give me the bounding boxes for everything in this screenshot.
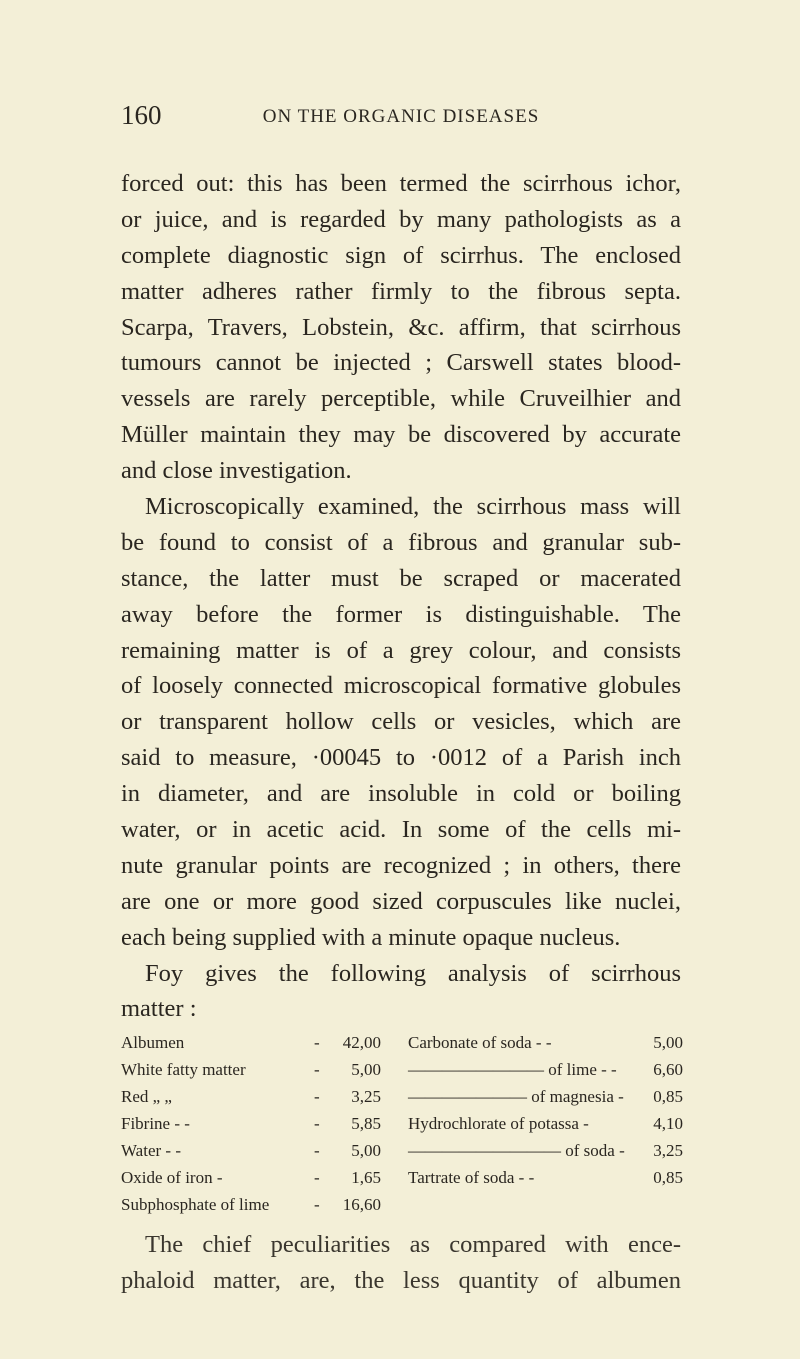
ingredient-name: Water - - [121, 1141, 181, 1160]
dash-leader: - [314, 1168, 320, 1187]
ingredient-name: Albumen [121, 1033, 185, 1052]
ingredient-name: Carbonate of soda - - [408, 1033, 552, 1052]
text-line: or juice, and is regarded by many pathologists as a [121, 205, 681, 233]
text-line: Müller maintain they may be discovered by accurate [121, 421, 681, 449]
ingredient-value: 5,00 [351, 1141, 381, 1160]
analysis-table [121, 1029, 683, 1218]
text-line: in diameter, and are insoluble in cold or boiling [121, 780, 681, 808]
ingredient-name: Subphosphate of lime [121, 1195, 270, 1214]
ingredient-name: ————————— of soda - [408, 1141, 625, 1160]
text-line: be found to consist of a fibrous and granular sub- [121, 528, 681, 556]
ingredient-value: 5,85 [351, 1114, 381, 1133]
ingredient-value: 5,00 [653, 1033, 683, 1052]
ingredient-value: 1,65 [351, 1168, 381, 1187]
text-line: matter adheres rather firmly to the fibrous septa. [121, 277, 681, 305]
ingredient-value: 5,00 [351, 1060, 381, 1079]
text-line: matter : [121, 995, 197, 1023]
table-row [121, 1137, 683, 1164]
ingredient-name: Hydrochlorate of potassa - [408, 1114, 589, 1133]
running-title: ON THE ORGANIC DISEASES [262, 106, 540, 127]
dash-leader: - [314, 1033, 320, 1052]
ingredient-name: Fibrine - - [121, 1114, 190, 1133]
ingredient-name: Red „ „ [121, 1087, 172, 1106]
text-line: stance, the latter must be scraped or macerated [121, 564, 681, 592]
text-line: tumours cannot be injected ; Carswell states blood- [121, 349, 681, 377]
text-line: water, or in acetic acid. In some of the cells mi- [121, 816, 681, 844]
dash-leader: - [314, 1114, 320, 1133]
continuation-text [121, 1227, 681, 1299]
body-text [121, 166, 681, 1027]
ingredient-name: ———————— of lime - - [408, 1060, 617, 1079]
text-line: vessels are rarely perceptible, while Cruveilhier and [121, 385, 681, 413]
ingredient-value: 16,60 [342, 1195, 381, 1214]
page-number: 160 [121, 100, 162, 130]
ingredient-name: Tartrate of soda - - [408, 1168, 535, 1187]
text-line: and close investigation. [121, 457, 352, 485]
text-line: remaining matter is of a grey colour, and consists [121, 636, 681, 664]
ingredient-name: White fatty matter [121, 1060, 246, 1079]
ingredient-value: 0,85 [653, 1168, 683, 1187]
table-row [121, 1191, 683, 1218]
table-row [121, 1083, 683, 1110]
text-line: each being supplied with a minute opaque nucleus. [121, 923, 621, 951]
text-line: Scarpa, Travers, Lobstein, &c. affirm, that scirrhous [121, 313, 681, 341]
ingredient-value: 0,85 [653, 1087, 683, 1106]
text-line: nute granular points are recognized ; in others, there [121, 851, 681, 879]
dash-leader: - [314, 1141, 320, 1160]
table-row [121, 1029, 683, 1056]
text-line: complete diagnostic sign of scirrhus. The enclosed [121, 241, 681, 269]
ingredient-value: 3,25 [653, 1141, 683, 1160]
text-line: forced out: this has been termed the scirrhous ichor, [121, 170, 681, 197]
dash-leader: - [314, 1087, 320, 1106]
table-row [121, 1056, 683, 1083]
ingredient-value: 4,10 [653, 1114, 683, 1133]
text-line: The chief peculiarities as compared with ence- [145, 1231, 681, 1258]
ingredient-name: Oxide of iron - [121, 1168, 223, 1187]
table-row [121, 1110, 683, 1137]
ingredient-name: ——————— of magnesia - [408, 1087, 624, 1106]
text-line: or transparent hollow cells or vesicles, which are [121, 708, 681, 736]
table-row [121, 1164, 683, 1191]
text-line: away before the former is distinguishable. The [121, 600, 681, 628]
text-line: phaloid matter, are, the less quantity of albumen [121, 1266, 681, 1294]
text-line: Microscopically examined, the scirrhous mass will [145, 493, 681, 521]
text-line: are one or more good sized corpuscules like nuclei, [121, 887, 681, 915]
ingredient-value: 3,25 [351, 1087, 381, 1106]
text-line: Foy gives the following analysis of scirrhous [145, 959, 681, 987]
text-line: of loosely connected microscopical formative globules [121, 672, 681, 700]
ingredient-value: 42,00 [342, 1033, 381, 1052]
page-header [121, 100, 681, 136]
dash-leader: - [314, 1060, 320, 1079]
text-line: said to measure, ·00045 to ·0012 of a Parish inch [121, 744, 681, 772]
dash-leader: - [314, 1195, 320, 1214]
ingredient-value: 6,60 [653, 1060, 683, 1079]
